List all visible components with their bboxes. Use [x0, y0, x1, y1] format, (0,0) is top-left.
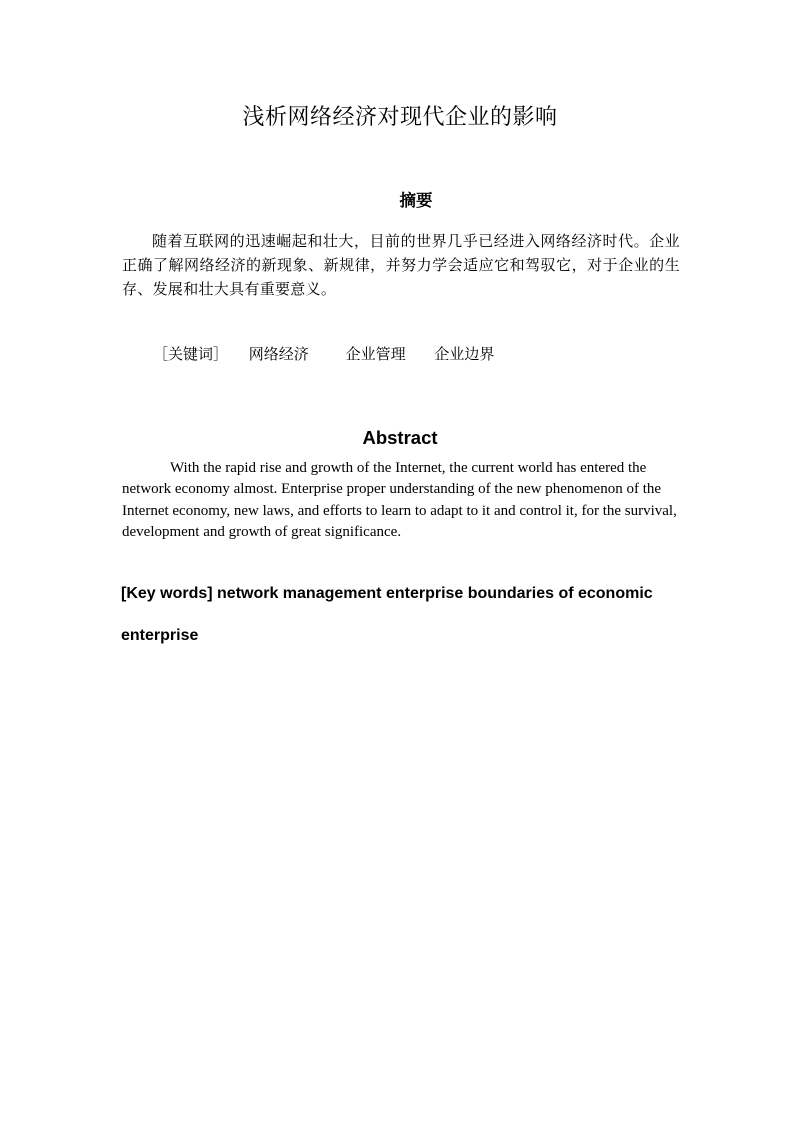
english-abstract-heading: Abstract — [362, 427, 438, 448]
chinese-keywords — [153, 342, 494, 366]
english-keywords: [Key words] network management enterprise boundaries of economic enterprise — [121, 585, 653, 644]
chinese-abstract-body: 随着互联网的迅速崛起和壮大，目前的世界几乎已经进入网络经济时代。企业正确了解网络经济的新现象、新规律，并努力学会适应它和驾驭它，对于企业的生存、发展和壮大具有重要意义。 — [122, 232, 680, 298]
chinese-keyword: 企业管理 — [345, 345, 406, 363]
english-abstract-body: With the rapid rise and growth of the Internet, the current world has entered the network economy almost. Enterprise proper understanding of the new phenomenon of the Internet economy, new laws, and efforts to learn to adapt to it and control it, for the survival, development and growth of great significance. — [122, 460, 677, 540]
chinese-keyword: 网络经济 — [248, 345, 309, 363]
chinese-keywords-label: ［关键词］ — [153, 345, 229, 363]
chinese-abstract-heading: 摘要 — [399, 191, 433, 210]
paper-title: 浅析网络经济对现代企业的影响 — [242, 105, 558, 130]
chinese-keyword: 企业边界 — [434, 345, 495, 363]
